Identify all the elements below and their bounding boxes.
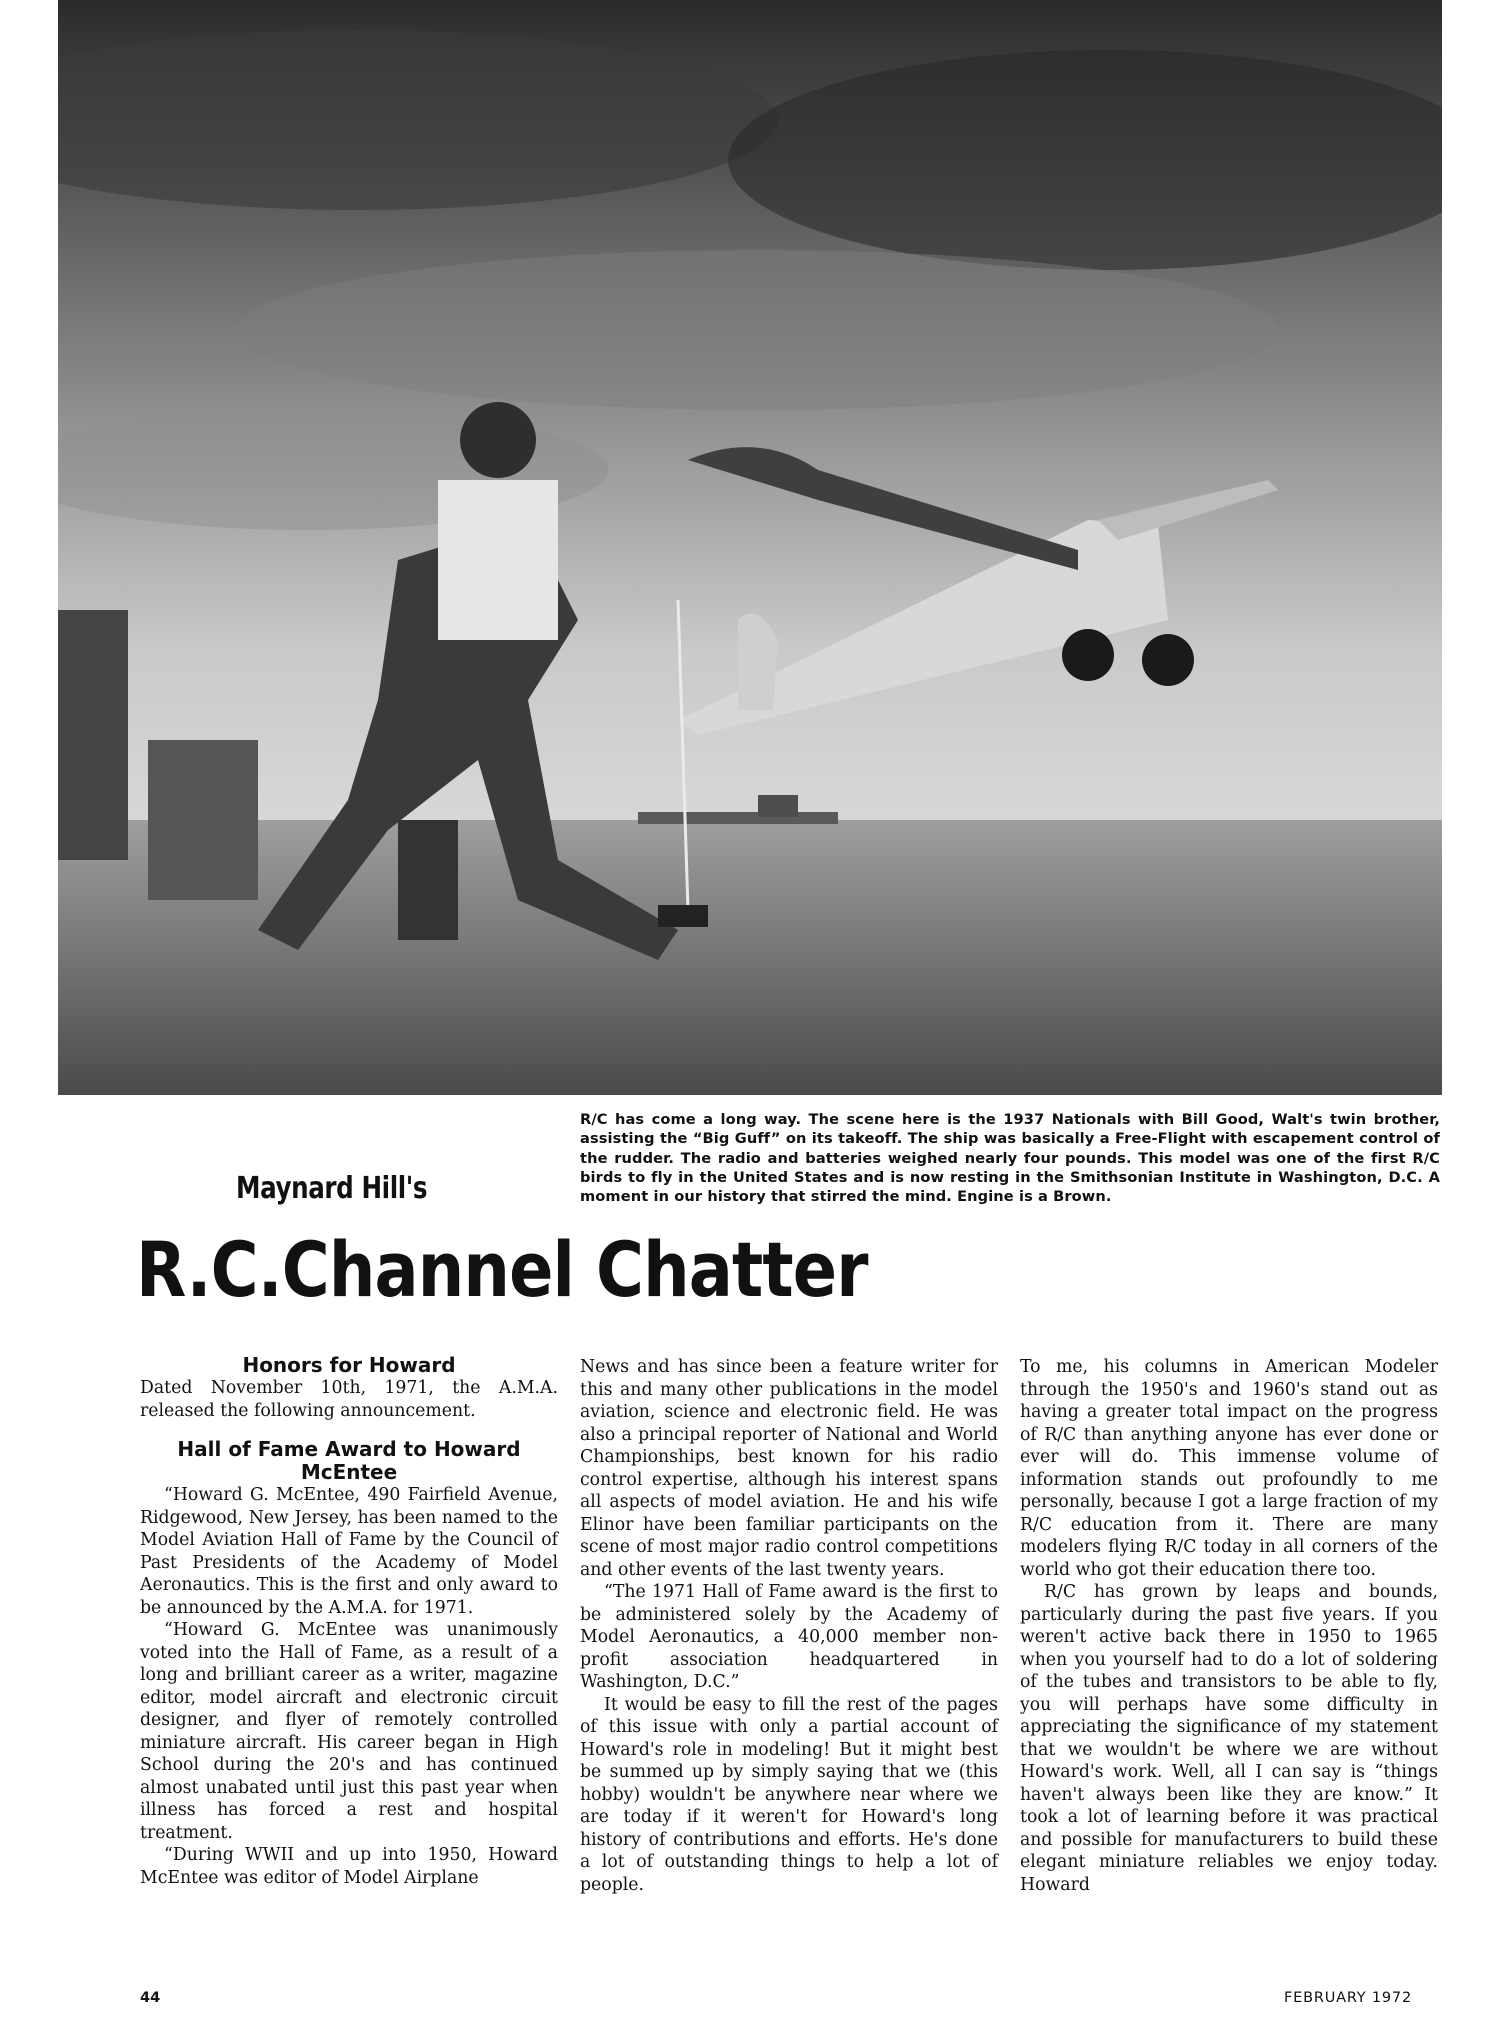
section-heading-honors: Honors for Howard [242,1353,456,1377]
article-intro: Dated November 10th, 1971, the A.M.A. released the following announcement. [140,1378,558,1421]
article-paragraph: “During WWII and up into 1950, Howard McEntee was editor of Model Airplane [140,1845,558,1888]
article-paragraph: “The 1971 Hall of Fame award is the first to be administered solely by the Academy of Model Aeronautics, a 40,000 member non-profit association headquartered in Washington, D.C.” [580,1582,998,1692]
article-column-3 [1020,1356,1438,1896]
page-number: 44 [140,1990,161,2006]
airplane-launch-photo-icon [58,0,1442,1095]
article-column-2 [580,1356,998,1896]
page-title: R.C.Channel Chatter [136,1225,868,1314]
article-paragraph: “Howard G. McEntee was unanimously voted into the Hall of Fame, as a result of a long and brilliant career as a writer, magazine editor, model aircraft and electronic circuit designer, and flyer of remotely controlled miniature aircraft. His career began in High School during the 20's and has continued almost unabated until just this past year when illness has forced a rest and hospital treatment. [140,1620,558,1843]
article-paragraph: “Howard G. McEntee, 490 Fairfield Avenue, Ridgewood, New Jersey, has been named to the Model Aviation Hall of Fame by the Council of Past Presidents of the Academy of Model Aeronautics. This is the first and only award to be announced by the A.M.A. for 1971. [140,1485,558,1618]
section-heading-hall-of-fame: Hall of Fame Award to Howard McEntee [177,1437,521,1484]
photo-caption: R/C has come a long way. The scene here is the 1937 Nationals with Bill Good, Walt's twin brother, assisting the “Big Guff” on its takeoff. The ship was basically a Free-Flight with escapement control of the rudder. The radio and batteries weighed nearly four pounds. This model was one of the first R/C birds to fly in the United States and is now resting in the Smithsonian Institute in Washington, D.C. A moment in our history that stirred the mind. Engine is a Brown. [580,1111,1440,1206]
hero-photo [58,0,1442,1095]
article-paragraph: To me, his columns in American Modeler through the 1950's and 1960's stand out as having a greater total impact on the progress of R/C than anything anyone has ever done or ever will do. This immense volume of information stands out profoundly to me personally, because I got a large fraction of my R/C education from it. There are many modelers flying R/C today in all corners of the world who got their education there too. [1020,1357,1438,1580]
article-column-1 [140,1353,558,1889]
article-paragraph: R/C has grown by leaps and bounds, particularly during the past five years. If you weren't active back there in 1950 to 1965 when you yourself had to do a lot of soldering of the tubes and transistors to be able to fly, you will perhaps have some difficulty in appreciating the significance of my statement that we wouldn't be where we are without Howard's work. Well, all I can say is “things haven't always been like they are know.” It took a lot of learning before it was practical and possible for manufacturers to build these elegant miniature reliables we enjoy today. Howard [1020,1582,1438,1895]
article-paragraph: News and has since been a feature writer for this and many other publications in the model aviation, science and electronic field. He was also a principal reporter of National and World Championships, best known for his radio control expertise, although his interest spans all aspects of model aviation. He and his wife Elinor have been familiar participants on the scene of most major radio control competitions and other events of the last twenty years. [580,1357,998,1580]
issue-date: FEBRUARY 1972 [1284,1990,1412,2006]
article-paragraph: It would be easy to fill the rest of the pages of this issue with only a partial account of Howard's role in modeling! But it might best be summed up by simply saying that we (this hobby) wouldn't be anywhere near where we are today if it weren't for Howard's long history of contributions and efforts. He's done a lot of outstanding things to help a lot of people. [580,1694,998,1895]
author-byline: Maynard Hill's [236,1171,428,1206]
